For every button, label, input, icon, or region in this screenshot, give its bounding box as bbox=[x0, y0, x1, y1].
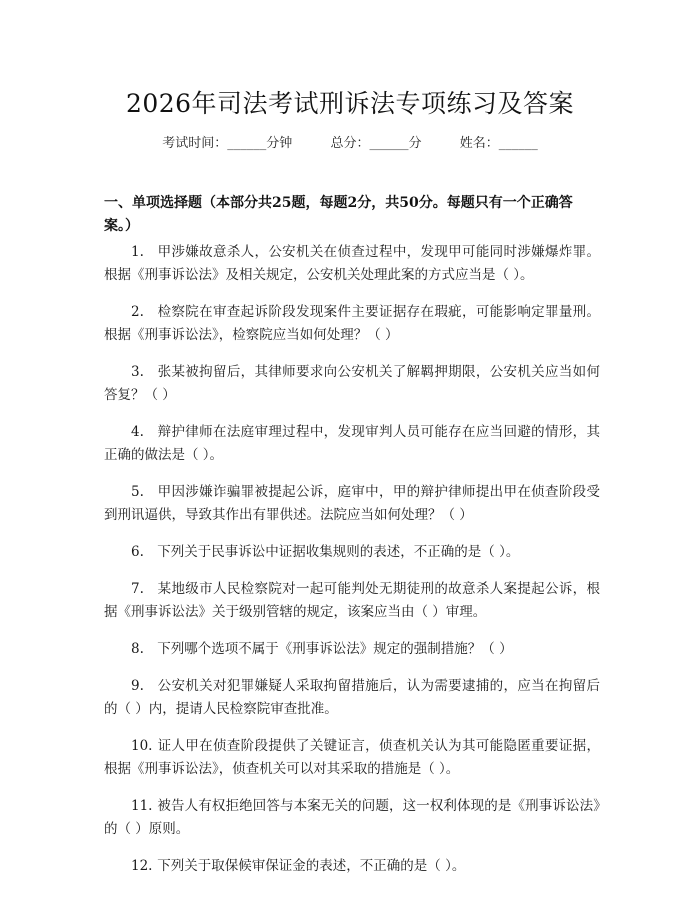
question-text: 下列哪个选项不属于《刑事诉讼法》规定的强制措施？（ ） bbox=[157, 641, 513, 657]
question-text: 某地级市人民检察院对一起可能判处无期徒刑的故意杀人案提起公诉，根据《刑事诉讼法》关于级别管辖的规定，该案应当由（ ）审理。 bbox=[104, 581, 601, 620]
question-text: 公安机关对犯罪嫌疑人采取拘留措施后，认为需要逮捕的，应当在拘留后的（ ）内，提请人民检察院审查批准。 bbox=[104, 678, 601, 717]
question-text: 辩护律师在法庭审理过程中，发现审判人员可能存在应当回避的情形，其正确的做法是（ ）。 bbox=[104, 424, 601, 463]
name-field: 姓名：______ bbox=[459, 136, 538, 151]
section-heading: 一、单项选择题（本部分共25题，每题2分，共50分。每题只有一个正确答案。） bbox=[104, 195, 573, 234]
question-item bbox=[104, 361, 600, 407]
question-text: 检察院在审查起诉阶段发现案件主要证据存在瑕疵，可能影响定罪量刑。根据《刑事诉讼法》，检察院应当如何处理？（ ） bbox=[104, 304, 601, 343]
question-text: 甲因涉嫌诈骗罪被提起公诉，庭审中，甲的辩护律师提出甲在侦查阶段受到刑讯逼供，导致其作出有罪供述。法院应当如何处理？（ ） bbox=[104, 484, 601, 523]
question-number: 8. bbox=[131, 641, 144, 657]
question-text: 甲涉嫌故意杀人，公安机关在侦查过程中，发现甲可能同时涉嫌爆炸罪。根据《刑事诉讼法》及相关规定，公安机关处理此案的方式应当是（ ）。 bbox=[104, 244, 601, 283]
exam-time-field: 考试时间：______分钟 bbox=[162, 136, 293, 151]
question-text: 下列关于民事诉讼中证据收集规则的表述，不正确的是（ ）。 bbox=[157, 544, 520, 560]
question-number: 4. bbox=[131, 424, 144, 440]
exam-meta bbox=[0, 132, 700, 151]
question-item bbox=[104, 675, 600, 721]
question-item bbox=[104, 855, 600, 878]
question-item bbox=[104, 481, 600, 527]
question-number: 5. bbox=[131, 484, 144, 500]
question-item bbox=[104, 241, 600, 287]
question-number: 11. bbox=[131, 798, 153, 814]
total-score-field: 总分：______分 bbox=[330, 136, 422, 151]
question-text: 张某被拘留后，其律师要求向公安机关了解羁押期限，公安机关应当如何答复？（ ） bbox=[104, 364, 601, 403]
document-title: 2026年司法考试刑诉法专项练习及答案 bbox=[125, 89, 575, 118]
question-number: 3. bbox=[131, 364, 144, 380]
question-number: 1. bbox=[131, 244, 144, 260]
question-text: 下列关于取保候审保证金的表述，不正确的是（ ）。 bbox=[157, 858, 466, 874]
question-text: 被告人有权拒绝回答与本案无关的问题，这一权利体现的是《刑事诉讼法》的（ ）原则。 bbox=[104, 798, 601, 837]
question-item bbox=[104, 541, 600, 564]
question-number: 10. bbox=[131, 738, 153, 754]
question-number: 7. bbox=[131, 581, 144, 597]
question-list bbox=[104, 241, 600, 892]
question-item bbox=[104, 795, 600, 841]
question-number: 6. bbox=[131, 544, 144, 560]
question-number: 9. bbox=[131, 678, 144, 694]
question-item bbox=[104, 735, 600, 781]
question-text: 证人甲在侦查阶段提供了关键证言，侦查机关认为其可能隐匿重要证据，根据《刑事诉讼法》，侦查机关可以对其采取的措施是（ ）。 bbox=[104, 738, 601, 777]
question-number: 2. bbox=[131, 304, 144, 320]
question-item bbox=[104, 638, 600, 661]
question-number: 12. bbox=[131, 858, 153, 874]
question-item bbox=[104, 301, 600, 347]
question-item bbox=[104, 578, 600, 624]
question-item bbox=[104, 421, 600, 467]
